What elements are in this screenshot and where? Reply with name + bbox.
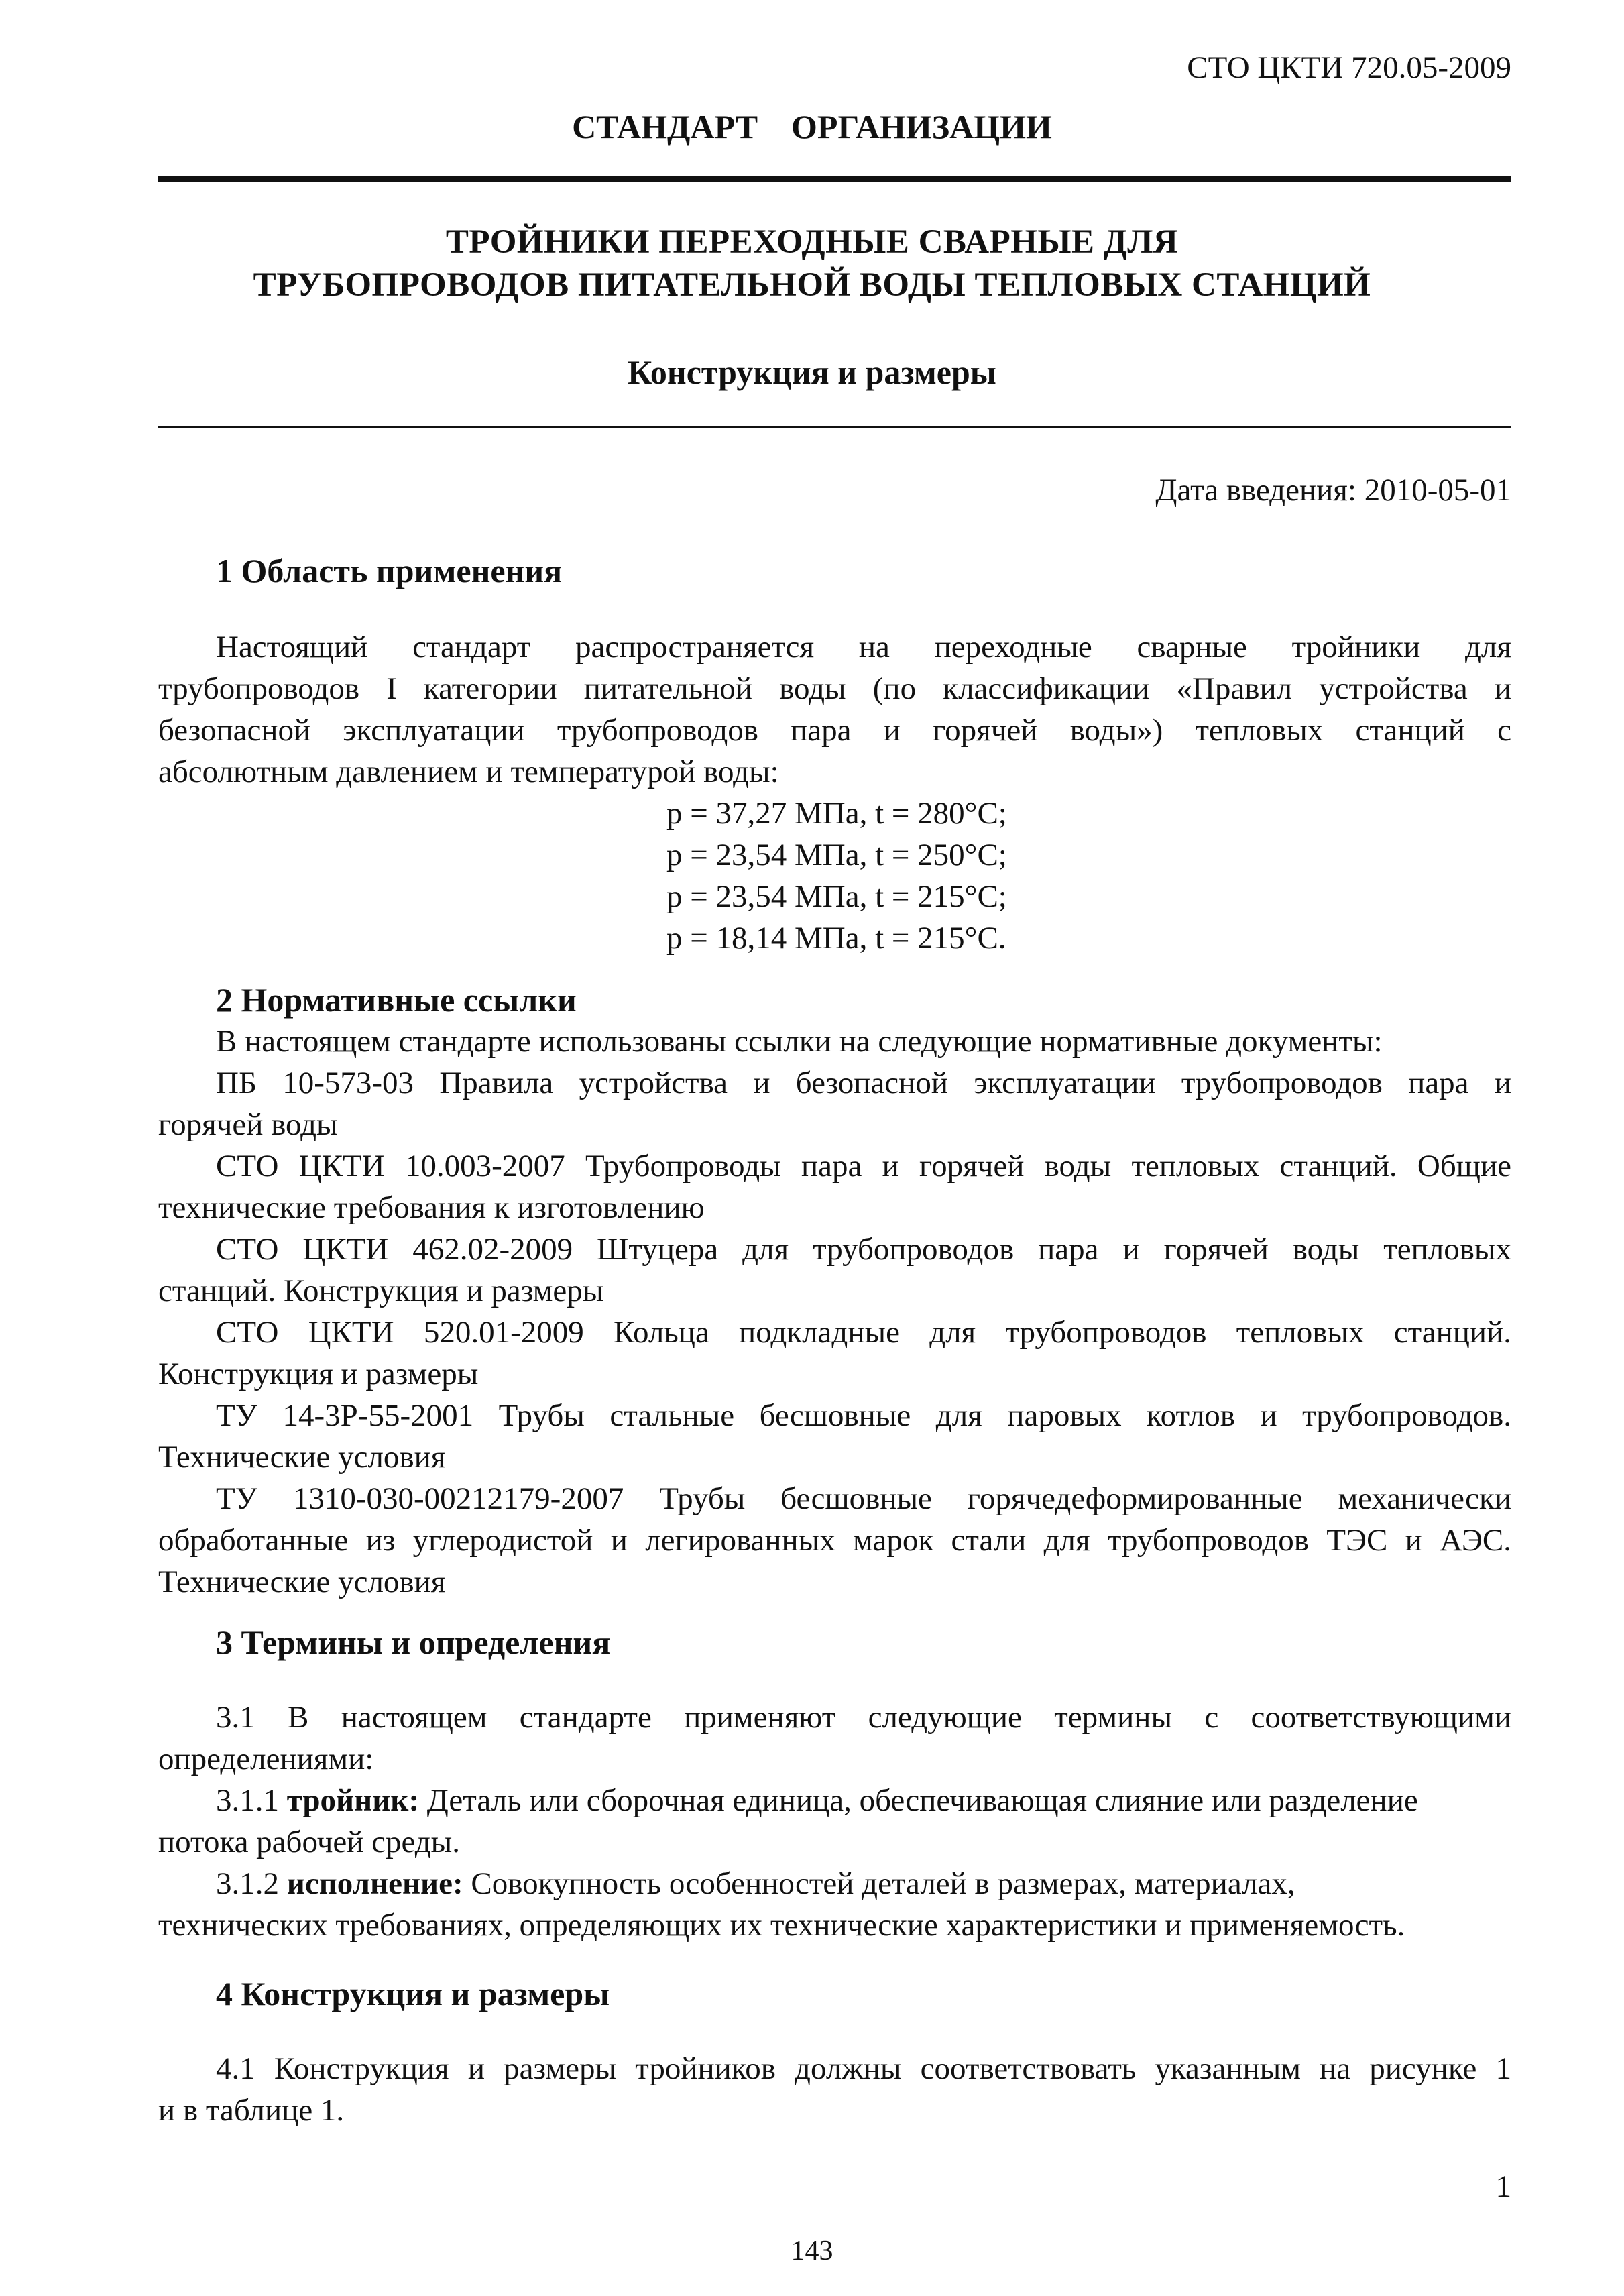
- term-version-definition-cont: технических требованиях, определяющих их технические характеристики и применяемость.: [158, 1908, 1405, 1943]
- reference-intro: В настоящем стандарте использованы ссылки на следующие нормативные документы:: [216, 1024, 1383, 1059]
- term-tee-definition-cont: потока рабочей среды.: [158, 1825, 460, 1859]
- section-1-heading: 1 Область применения: [216, 552, 563, 589]
- organization-standard-label: СТАНДАРТ ОРГАНИЗАЦИИ: [572, 108, 1052, 146]
- reference-entry: горячей воды: [158, 1107, 338, 1142]
- reference-entry: станций. Конструкция и размеры: [158, 1273, 604, 1308]
- operating-parameters: p = 23,54 МПа, t = 250°C;: [666, 838, 1007, 872]
- reference-entry: СТО ЦКТИ 520.01-2009 Кольца подкладные для трубопроводов тепловых станций.: [216, 1315, 1511, 1350]
- section-3-heading: 3 Термины и определения: [216, 1623, 611, 1661]
- title-line-1: ТРОЙНИКИ ПЕРЕХОДНЫЕ СВАРНЫЕ ДЛЯ: [445, 223, 1179, 261]
- section-4-heading: 4 Конструкция и размеры: [216, 1975, 610, 2012]
- operating-parameters: p = 23,54 МПа, t = 215°C;: [666, 879, 1007, 914]
- term-tee-definition: [216, 1780, 1511, 1821]
- reference-entry: Технические условия: [158, 1440, 446, 1475]
- page-number: 1: [1495, 2169, 1511, 2204]
- reference-entry: технические требования к изготовлению: [158, 1190, 705, 1225]
- term-number: 3.1.1: [216, 1783, 287, 1818]
- section-4-text: 4.1 Конструкция и размеры тройников должны соответствовать указанным на рисунке 1: [216, 2051, 1511, 2086]
- section-4-text: и в таблице 1.: [158, 2093, 345, 2128]
- header-rule-thick: [158, 176, 1511, 182]
- operating-parameters: p = 18,14 МПа, t = 215°C.: [666, 921, 1006, 956]
- terms-intro: 3.1 В настоящем стандарте применяют следующие термины с соответствующими: [216, 1700, 1511, 1735]
- reference-entry: обработанные из углеродистой и легированных марок стали для трубопроводов ТЭС и АЭС.: [158, 1523, 1511, 1558]
- introduction-date: Дата введения: 2010-05-01: [1155, 473, 1511, 508]
- title-rule-thin: [158, 426, 1511, 428]
- document-code: СТО ЦКТИ 720.05-2009: [1187, 50, 1511, 85]
- term-text: Совокупность особенностей деталей в размерах, материалах,: [463, 1866, 1295, 1901]
- reference-entry: Технические условия: [158, 1564, 446, 1599]
- section-2-heading: 2 Нормативные ссылки: [216, 981, 577, 1019]
- term-version-definition: [216, 1863, 1511, 1904]
- term-text: Деталь или сборочная единица, обеспечивающая слияние или разделение: [419, 1783, 1418, 1818]
- section-1-line: абсолютным давлением и температурой воды:: [158, 754, 779, 789]
- section-1-line: Настоящий стандарт распространяется на переходные сварные тройники для: [216, 630, 1511, 665]
- subtitle: Конструкция и размеры: [628, 353, 996, 391]
- reference-entry: СТО ЦКТИ 462.02-2009 Штуцера для трубопроводов пара и горячей воды тепловых: [216, 1232, 1511, 1267]
- terms-intro: определениями:: [158, 1741, 374, 1776]
- reference-entry: СТО ЦКТИ 10.003-2007 Трубопроводы пара и горячей воды тепловых станций. Общие: [216, 1149, 1511, 1184]
- operating-parameters: p = 37,27 МПа, t = 280°C;: [666, 796, 1007, 831]
- term-name: тройник:: [286, 1783, 420, 1818]
- reference-entry: ТУ 1310-030-00212179-2007 Трубы бесшовные горячедеформированные механически: [216, 1481, 1511, 1516]
- section-1-line: трубопроводов I категории питательной воды (по классификации «Правил устройства и: [158, 671, 1511, 706]
- reference-entry: ПБ 10-573-03 Правила устройства и безопасной эксплуатации трубопроводов пара и: [216, 1066, 1511, 1100]
- term-name: исполнение:: [286, 1866, 463, 1901]
- reference-entry: Конструкция и размеры: [158, 1357, 479, 1391]
- sheet-number: 143: [791, 2236, 833, 2266]
- term-number: 3.1.2: [216, 1866, 287, 1901]
- reference-entry: ТУ 14-3Р-55-2001 Трубы стальные бесшовные для паровых котлов и трубопроводов.: [216, 1398, 1511, 1433]
- section-1-line: безопасной эксплуатации трубопроводов пара и горячей воды») тепловых станций с: [158, 713, 1511, 748]
- title-line-2: ТРУБОПРОВОДОВ ПИТАТЕЛЬНОЙ ВОДЫ ТЕПЛОВЫХ СТАНЦИЙ: [253, 266, 1371, 304]
